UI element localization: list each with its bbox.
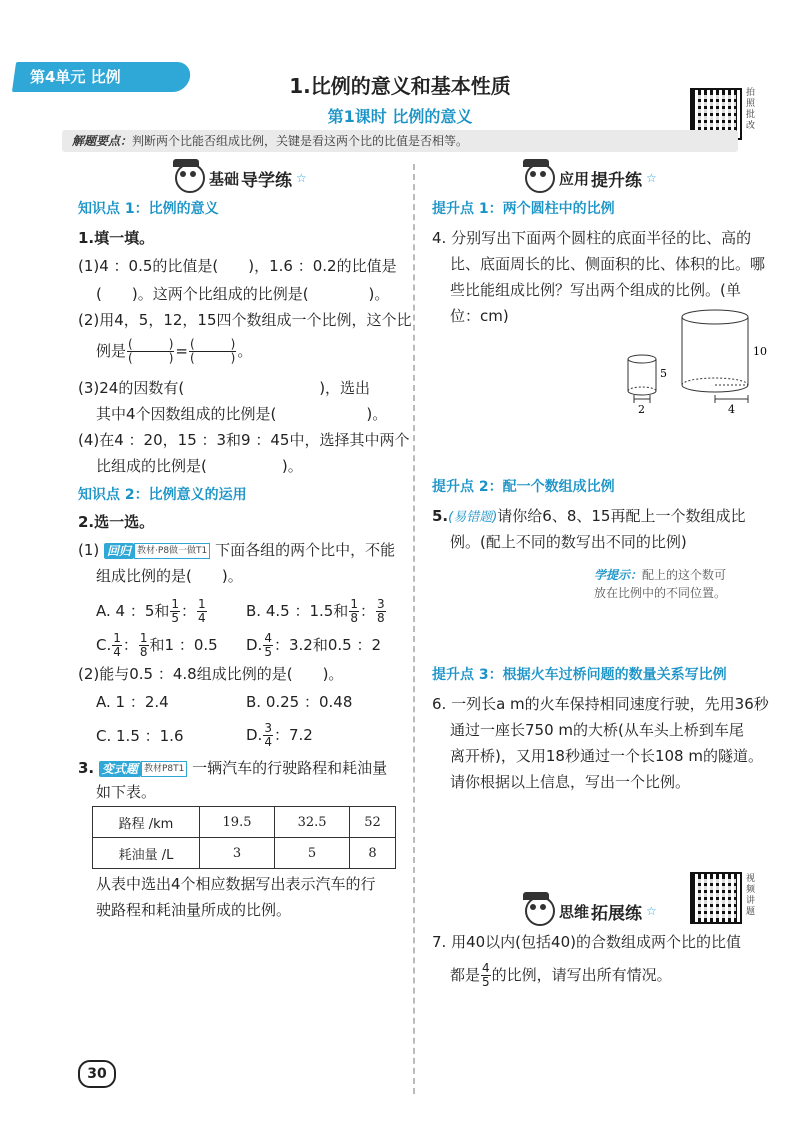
hint-a: 配上的这个数可 bbox=[642, 568, 727, 582]
star-icon: ☆ bbox=[646, 171, 657, 185]
option-C-mid: 和1 ：0.5 bbox=[149, 636, 218, 654]
table-cell: 52 bbox=[350, 807, 396, 838]
big-radius-label: 4 bbox=[728, 403, 735, 416]
q3-a-text: 一辆汽车的行驶路程和耗油量 bbox=[192, 759, 388, 777]
option-2-1-A[interactable]: A. 4 ：5和 $\frac{1}{5}$ ： $\frac{1}{4}$ bbox=[96, 597, 206, 625]
q1-3a: (3)24的因数有( )，选出 bbox=[78, 379, 371, 397]
huigui-badge: 回归 bbox=[104, 543, 134, 559]
hint-label: 学提示： bbox=[594, 568, 643, 582]
error-prone-tag: (易错题) bbox=[448, 510, 498, 525]
q6-b: 通过一座长750 m的大桥(从车头上桥到车尾 bbox=[450, 721, 744, 739]
q3-a bbox=[78, 758, 387, 778]
option-D2-post: ：7.2 bbox=[273, 726, 313, 744]
option-2-2-A[interactable]: A. 1 ：2.4 bbox=[96, 693, 169, 711]
table-cell: 32.5 bbox=[275, 807, 350, 838]
fraction: $\frac{4}{5}$ bbox=[264, 631, 272, 659]
improvement-point-1: 提升点 1：两个圆柱中的比例 bbox=[432, 201, 615, 217]
q1-1a: (1)4 ：0.5的比值是( )，1.6 ：0.2的比值是 bbox=[78, 257, 397, 275]
table-header-cell: 路程 /km bbox=[93, 807, 200, 838]
table-row bbox=[93, 807, 396, 838]
option-B-text: B. 4.5 ：1.5和 bbox=[246, 602, 349, 620]
q1-3b: 其中4个因数组成的比例是( )。 bbox=[96, 405, 388, 423]
qr-code-icon[interactable] bbox=[690, 872, 742, 924]
q2-1a: (1) 回归 教材·P8做一做T1 下面各组的两个比中，不能 bbox=[78, 541, 396, 559]
option-2-1-B[interactable]: B. 4.5 ：1.5和 $\frac{1}{8}$ ： $\frac{3}{8}$ bbox=[246, 597, 385, 625]
q6-a: 6. 一列长a m的火车保持相同速度行驶，先用36秒 bbox=[432, 695, 769, 713]
q1-2b-post: 。 bbox=[237, 342, 253, 360]
q5-a bbox=[432, 506, 745, 528]
q3-d: 驶路程和耗油量所成的比例。 bbox=[96, 901, 292, 919]
table-cell: 5 bbox=[275, 838, 350, 869]
blank-fraction-1[interactable]: $\frac{( )}{( )}$ bbox=[128, 337, 174, 365]
option-A-text: A. 4 ：5和 bbox=[96, 602, 170, 620]
improvement-point-2: 提升点 2：配一个数组成比例 bbox=[432, 479, 615, 495]
small-cylinder bbox=[628, 355, 656, 403]
q1-title bbox=[78, 228, 154, 248]
q1-2b-pre: 例是 bbox=[96, 342, 127, 360]
q7-b bbox=[450, 962, 672, 989]
section-small-label: 基础 bbox=[209, 169, 240, 188]
q1-2a: (2)用4，5，12，15四个数组成一个比例，这个比 bbox=[78, 311, 412, 329]
variant-badge: 变式题 bbox=[99, 761, 141, 777]
table-row bbox=[93, 838, 396, 869]
page-number: 30 bbox=[78, 1060, 116, 1088]
knowledge-point-2: 知识点 2：比例意义的运用 bbox=[78, 487, 247, 503]
blank-fraction-2[interactable]: $\frac{( )}{( )}$ bbox=[189, 337, 236, 365]
knowledge-point-1: 知识点 1：比例的意义 bbox=[78, 201, 219, 217]
q6-d: 请你根据以上信息，写出一个比例。 bbox=[450, 773, 691, 791]
fraction: $\frac{1}{8}$ bbox=[350, 597, 358, 625]
q2-2: (2)能与0.5 ：4.8组成比例的是( )。 bbox=[78, 665, 344, 683]
fraction: $\frac{4}{5}$ bbox=[482, 961, 490, 989]
option-D-mid: ：3.2和0.5 ：2 bbox=[273, 636, 381, 654]
fraction: $\frac{1}{4}$ bbox=[198, 597, 206, 625]
section-small-label: 思维 bbox=[559, 902, 590, 921]
page-title: 1.比例的意义和基本性质 bbox=[289, 74, 511, 98]
fraction: $\frac{3}{4}$ bbox=[264, 721, 272, 749]
q1-title-text: 1.填一填。 bbox=[78, 229, 155, 247]
small-diameter-label: 2 bbox=[638, 403, 645, 416]
q2-title-text: 2.选一选。 bbox=[78, 513, 155, 531]
section-basic-practice bbox=[175, 163, 307, 193]
section-small-label: 应用 bbox=[559, 169, 590, 188]
tip-text: 判断两个比能否组成比例，关键是看这两个比的比值是否相等。 bbox=[132, 134, 469, 148]
q1-4b: 比组成的比例是( )。 bbox=[96, 457, 303, 475]
improvement-point-3: 提升点 3：根据火车过桥问题的数量关系写比例 bbox=[432, 667, 727, 683]
mascot-icon bbox=[525, 896, 555, 926]
fraction: $\frac{3}{8}$ bbox=[376, 597, 385, 625]
big-cylinder bbox=[682, 310, 748, 403]
cylinders-diagram bbox=[620, 305, 770, 420]
table-cell: 3 bbox=[200, 838, 275, 869]
section-big-label: 导学练 bbox=[241, 170, 293, 191]
q2-1b: 组成比例的是( )。 bbox=[96, 567, 243, 585]
q2-title bbox=[78, 512, 154, 532]
table-header-cell: 耗油量 /L bbox=[93, 838, 200, 869]
q1-1b: ( )。这两个比组成的比例是( )。 bbox=[96, 285, 390, 303]
option-D2-pre: D. bbox=[246, 726, 263, 744]
q3-b: 如下表。 bbox=[96, 783, 157, 801]
q4-d: 位：cm) bbox=[450, 307, 509, 325]
section-big-label: 拓展练 bbox=[591, 903, 643, 924]
q1-4a: (4)在4 ：20，15 ：3和9 ：45中，选择其中两个 bbox=[78, 431, 410, 449]
q3-num: 3. bbox=[78, 759, 95, 777]
option-D-pre: D. bbox=[246, 636, 263, 654]
table-cell: 19.5 bbox=[200, 807, 275, 838]
unit-tab: 第4单元 比例 bbox=[12, 62, 192, 92]
lesson-subtitle: 第1课时 比例的意义 bbox=[327, 107, 473, 126]
q4-c: 些比能组成比例？写出两个组成的比例。(单 bbox=[450, 281, 741, 299]
option-2-2-D[interactable] bbox=[246, 722, 313, 749]
textbook-ref: 教材·P8做一做T1 bbox=[134, 543, 210, 559]
option-2-1-C[interactable]: C. $\frac{1}{4}$ ： $\frac{1}{8}$ 和1 ：0.5 bbox=[96, 631, 218, 659]
q5-a-text: 请你给6、8、15再配上一个数组成比 bbox=[497, 507, 746, 525]
qr-label-bottom: 视频讲题 bbox=[746, 874, 756, 917]
q3-c: 从表中选出4个相应数据写出表示汽车的行 bbox=[96, 875, 376, 893]
option-C-pre: C. bbox=[96, 636, 112, 654]
q5-num: 5. bbox=[432, 507, 449, 525]
star-icon: ☆ bbox=[646, 904, 657, 918]
star-icon: ☆ bbox=[296, 171, 307, 185]
big-height-label: 10 bbox=[753, 345, 767, 358]
section-applied-practice bbox=[525, 163, 657, 193]
q5-b: 例。(配上不同的数写出不同的比例) bbox=[450, 533, 687, 551]
textbook-ref-2: 教材P8T1 bbox=[141, 761, 187, 777]
mascot-icon bbox=[175, 163, 205, 193]
qr-label-top: 拍照批改 bbox=[746, 88, 756, 131]
option-2-1-D[interactable] bbox=[246, 632, 381, 659]
fraction: $\frac{1}{4}$ bbox=[113, 631, 121, 659]
option-2-2-B[interactable]: B. 0.25 ：0.48 bbox=[246, 693, 353, 711]
q7-a: 7. 用40以内(包括40)的合数组成两个比的比值 bbox=[432, 933, 741, 951]
section-big-label: 提升练 bbox=[591, 170, 643, 191]
tip-prefix: 解题要点： bbox=[72, 134, 133, 148]
q1-2b: 例是 $\frac{( )}{( )}$ = $\frac{( )}{( )}$ 。 bbox=[96, 337, 253, 365]
tip-bar bbox=[62, 130, 738, 152]
option-2-2-C[interactable]: C. 1.5 ：1.6 bbox=[96, 727, 184, 745]
q4-a: 4. 分别写出下面两个圆柱的底面半径的比、高的 bbox=[432, 229, 752, 247]
hint-b: 放在比例中的不同位置。 bbox=[594, 586, 727, 600]
q2-1a-text: 下面各组的两个比中，不能 bbox=[215, 541, 396, 559]
table-cell: 8 bbox=[350, 838, 396, 869]
q6-c: 离开桥)，又用18秒通过一个长108 m的隧道。 bbox=[450, 747, 763, 765]
mascot-icon bbox=[525, 163, 555, 193]
q7-b-pre: 都是 bbox=[450, 966, 481, 984]
fraction: $\frac{1}{5}$ bbox=[171, 597, 180, 625]
q4-b: 比、底面周长的比、侧面积的比、体积的比。哪 bbox=[450, 255, 766, 273]
q7-b-post: 的比例，请写出所有情况。 bbox=[491, 966, 672, 984]
hint-note bbox=[594, 566, 726, 602]
mileage-fuel-table bbox=[92, 806, 396, 869]
column-divider bbox=[413, 164, 415, 1094]
small-height-label: 5 bbox=[660, 367, 667, 380]
fraction: $\frac{1}{8}$ bbox=[139, 631, 148, 659]
section-extension-practice bbox=[525, 896, 657, 926]
